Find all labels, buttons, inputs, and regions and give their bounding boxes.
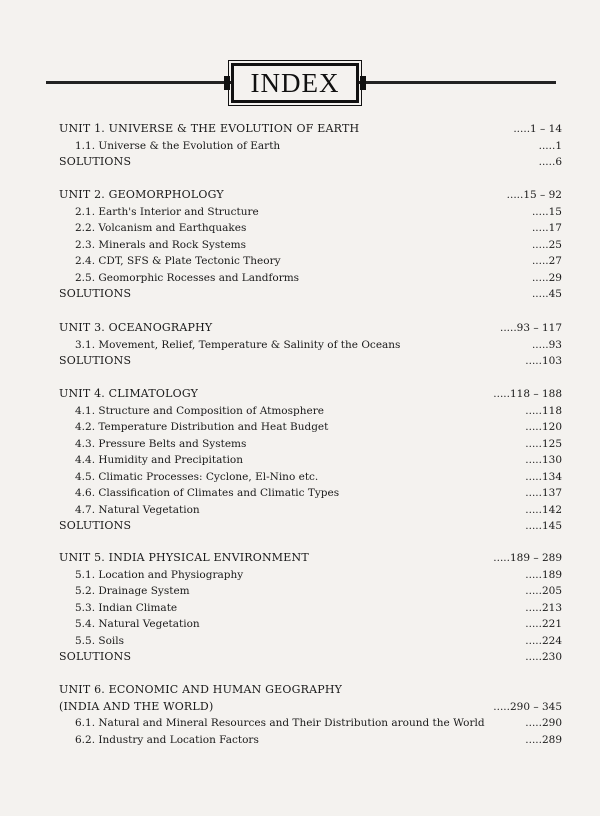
chapter-entry-label: 3.1. Movement, Relief, Temperature & Salinity of the Oceans [75, 338, 401, 351]
solutions-entry-label: SOLUTIONS [59, 287, 132, 300]
chapter-entry-pages: .....118 [525, 404, 562, 417]
chapter-entry-pages: .....289 [525, 733, 562, 746]
chapter-entry [0, 583, 600, 599]
unit-title [0, 550, 600, 566]
chapter-entry-label: 4.1. Structure and Composition of Atmosphere [75, 404, 324, 417]
unit-title [0, 320, 600, 336]
solutions-entry-label: SOLUTIONS [59, 519, 132, 532]
chapter-entry-pages: .....130 [525, 454, 562, 466]
chapter-entry [0, 567, 600, 583]
unit-title [0, 121, 600, 137]
solutions-entry [0, 154, 600, 170]
solutions-entry-pages: .....230 [525, 651, 562, 663]
chapter-entry-label: 4.2. Temperature Distribution and Heat Budget [75, 421, 329, 433]
chapter-entry-label: 4.4. Humidity and Precipitation [75, 454, 244, 466]
unit-title-pages: .....189 – 289 [493, 552, 562, 564]
chapter-entry-pages: .....29 [531, 271, 562, 284]
unit-title-label: UNIT 2. GEOMORPHOLOGY [59, 188, 224, 201]
solutions-entry-label: SOLUTIONS [59, 354, 132, 367]
chapter-entry-label: 1.1. Universe & the Evolution of Earth [75, 139, 281, 152]
chapter-entry [0, 403, 600, 419]
chapter-entry [0, 204, 600, 220]
chapter-entry-pages: .....189 [525, 568, 562, 581]
chapter-entry-label: 6.1. Natural and Mineral Resources and Their Distribution around the World [75, 717, 485, 729]
unit-title-pages: .....93 – 117 [499, 322, 562, 334]
chapter-entry-label: 4.7. Natural Vegetation [75, 503, 200, 516]
unit-title-label: UNIT 4. CLIMATOLOGY [59, 387, 199, 400]
unit-title-pages: .....118 – 188 [493, 388, 562, 400]
chapter-entry-pages: .....125 [525, 437, 562, 450]
chapter-entry-pages: .....25 [531, 238, 562, 251]
unit-title-label: UNIT 5. INDIA PHYSICAL ENVIRONMENT [59, 551, 309, 564]
chapter-entry [0, 237, 600, 253]
chapter-entry-pages: .....134 [525, 470, 562, 483]
chapter-entry-label: 4.5. Climatic Processes: Cyclone, El-Nino etc. [75, 470, 319, 483]
solutions-entry-label: SOLUTIONS [59, 155, 132, 168]
chapter-entry-pages: .....137 [525, 487, 562, 499]
chapter-entry-pages: .....205 [525, 585, 562, 597]
chapter-entry-label: 2.1. Earth's Interior and Structure [75, 205, 259, 218]
solutions-entry-pages: .....103 [525, 355, 562, 367]
solutions-entry [0, 518, 600, 534]
unit-title-line2 [0, 699, 600, 715]
chapter-entry [0, 138, 600, 154]
chapter-entry [0, 469, 600, 485]
chapter-entry-pages: .....290 [525, 717, 562, 729]
unit-title-pages: .....15 – 92 [506, 189, 562, 201]
chapter-entry-label: 2.5. Geomorphic Rocesses and Landforms [75, 271, 300, 284]
chapter-entry-label: 2.4. CDT, SFS & Plate Tectonic Theory [75, 255, 281, 267]
chapter-entry-pages: .....93 [531, 338, 562, 351]
chapter-entry-label: 2.3. Minerals and Rock Systems [75, 238, 247, 251]
chapter-entry-pages: .....15 [531, 205, 562, 218]
unit-title [0, 682, 600, 698]
chapter-entry-label: 5.1. Location and Physiography [75, 568, 244, 581]
unit-title [0, 386, 600, 402]
chapter-entry-label: 5.4. Natural Vegetation [75, 618, 200, 630]
chapter-entry-pages: .....224 [525, 634, 562, 647]
unit-title-label: UNIT 6. ECONOMIC AND HUMAN GEOGRAPHY [59, 683, 343, 696]
solutions-entry-pages: .....45 [531, 288, 562, 300]
chapter-entry [0, 502, 600, 518]
chapter-entry-pages: .....17 [531, 222, 562, 234]
unit-title [0, 187, 600, 203]
chapter-entry [0, 419, 600, 435]
unit-title-line2-pages: .....290 – 345 [493, 700, 562, 713]
page-title: INDEX [250, 67, 340, 98]
chapter-entry-label: 5.5. Soils [75, 634, 124, 647]
solutions-entry [0, 286, 600, 302]
solutions-entry-label: SOLUTIONS [59, 650, 132, 663]
chapter-entry-label: 4.6. Classification of Climates and Climatic Types [75, 487, 340, 499]
chapter-entry [0, 616, 600, 632]
chapter-entry [0, 715, 600, 731]
chapter-entry [0, 253, 600, 269]
solutions-entry [0, 649, 600, 665]
solutions-entry [0, 353, 600, 369]
chapter-entry [0, 600, 600, 616]
chapter-entry-pages: .....1 [538, 139, 562, 152]
chapter-entry [0, 270, 600, 286]
chapter-entry-label: 5.2. Drainage System [75, 585, 190, 597]
unit-title-line2-label: (INDIA AND THE WORLD) [59, 699, 214, 713]
chapter-entry [0, 452, 600, 468]
chapter-entry-label: 5.3. Indian Climate [75, 601, 178, 614]
solutions-entry-pages: .....145 [525, 520, 562, 532]
chapter-entry-pages: .....221 [525, 618, 562, 630]
chapter-entry-pages: .....120 [525, 421, 562, 433]
chapter-entry [0, 633, 600, 649]
chapter-entry [0, 337, 600, 353]
chapter-entry [0, 732, 600, 748]
chapter-entry-pages: .....142 [525, 503, 562, 516]
solutions-entry-pages: .....6 [538, 156, 562, 168]
chapter-entry-pages: .....213 [525, 601, 562, 614]
title-box [231, 63, 359, 103]
chapter-entry-label: 2.2. Volcanism and Earthquakes [75, 222, 247, 234]
chapter-entry-label: 6.2. Industry and Location Factors [75, 733, 259, 746]
unit-title-label: UNIT 3. OCEANOGRAPHY [59, 321, 213, 334]
chapter-entry-pages: .....27 [531, 255, 562, 267]
chapter-entry [0, 220, 600, 236]
chapter-entry-label: 4.3. Pressure Belts and Systems [75, 437, 247, 450]
unit-title-label: UNIT 1. UNIVERSE & THE EVOLUTION OF EARTH [59, 122, 360, 135]
unit-title-pages: .....1 – 14 [513, 123, 562, 135]
chapter-entry [0, 485, 600, 501]
chapter-entry [0, 436, 600, 452]
